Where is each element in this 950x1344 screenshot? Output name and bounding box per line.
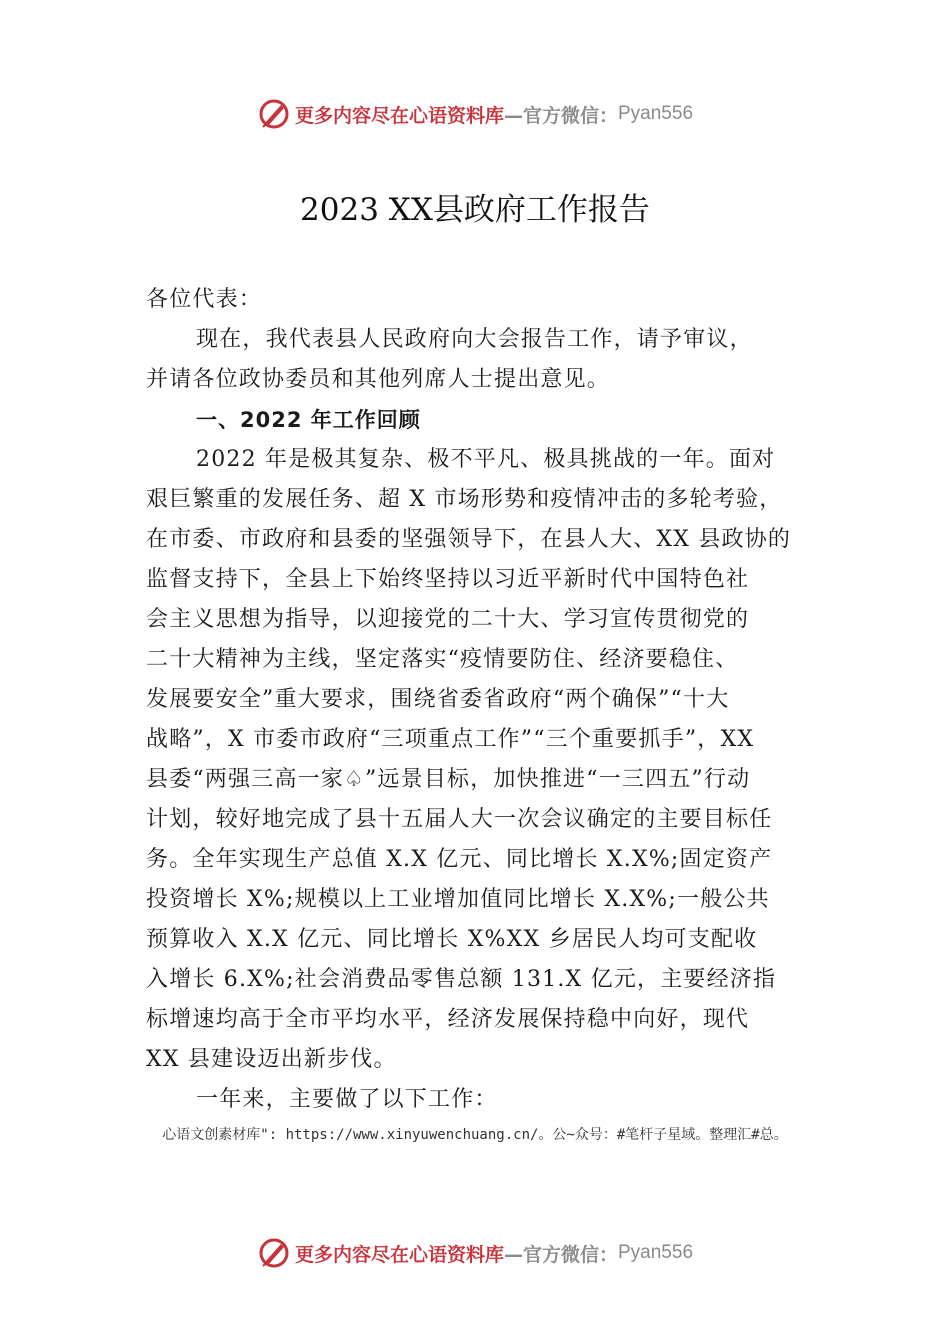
body-line: 会主义思想为指导，以迎接党的二十大、学习宣传贯彻党的 bbox=[146, 607, 750, 632]
body-line: 计划，较好地完成了县十五届人大一次会议确定的主要目标任 bbox=[146, 807, 773, 832]
body-line: 2022 年是极其复杂、极不平凡、极具挑战的一年。面对 bbox=[196, 447, 776, 472]
watermark-grey-text: —官方微信： bbox=[503, 104, 618, 127]
document-title: 2023 XX县政府工作报告 bbox=[300, 192, 650, 228]
document-body bbox=[146, 280, 826, 1120]
body-line: 预算收入 X.X 亿元、同比增长 X%XX 乡居民人均可支配收 bbox=[146, 927, 758, 952]
body-line: 战略”，X 市委市政府“三项重点工作”“三个重要抓手”，XX bbox=[146, 727, 755, 752]
body-line: 务。全年实现生产总值 X.X 亿元、同比增长 X.X%;固定资产 bbox=[146, 847, 773, 872]
salutation: 各位代表： bbox=[146, 287, 263, 312]
body-line: 投资增长 X%;规模以上工业增加值同比增长 X.X%;一般公共 bbox=[146, 887, 770, 912]
body-line: 发展要安全”重大要求，围绕省委省政府“两个确保”“十大 bbox=[146, 687, 730, 712]
watermark-footer bbox=[0, 1233, 950, 1273]
body-line: 艰巨繁重的发展任务、超 X 市场形势和疫情冲击的多轮考验， bbox=[146, 487, 783, 512]
watermark-header bbox=[0, 94, 950, 134]
pen-logo-icon bbox=[257, 1236, 291, 1270]
body-line: 一年来，主要做了以下工作： bbox=[196, 1087, 498, 1112]
body-line: 标增速均高于全市平均水平，经济发展保持稳中向好，现代 bbox=[146, 1007, 750, 1032]
watermark-wechat-id: Pyan556 bbox=[618, 103, 694, 124]
body-line: 入增长 6.X%;社会消费品零售总额 131.X 亿元，主要经济指 bbox=[146, 967, 777, 992]
body-line: 县委“两强三高一家♤”远景目标，加快推进“一三四五”行动 bbox=[146, 767, 751, 792]
watermark-wechat-id: Pyan556 bbox=[618, 1242, 694, 1263]
watermark-red-text: 更多内容尽在心语资料库 bbox=[294, 104, 504, 127]
body-line: XX 县建设迈出新步伐。 bbox=[146, 1047, 397, 1072]
body-line: 现在，我代表县人民政府向大会报告工作，请予审议， bbox=[196, 327, 753, 352]
section-heading: 一、2022 年工作回顾 bbox=[196, 408, 421, 432]
body-line: 并请各位政协委员和其他列席人士提出意见。 bbox=[146, 367, 611, 392]
footer-note: 心语文创素材库": https://www.xinyuwenchuang.cn/。公~众号：#笔杆子星域。整理汇#总。 bbox=[162, 1127, 788, 1143]
body-line: 二十大精神为主线，坚定落实“疫情要防住、经济要稳住、 bbox=[146, 647, 739, 672]
pen-logo-icon bbox=[257, 97, 291, 131]
watermark-grey-text: —官方微信： bbox=[503, 1243, 618, 1266]
watermark-red-text: 更多内容尽在心语资料库 bbox=[294, 1243, 504, 1266]
body-line: 监督支持下，全县上下始终坚持以习近平新时代中国特色社 bbox=[146, 567, 750, 592]
body-line: 在市委、市政府和县委的坚强领导下，在县人大、XX 县政协的 bbox=[146, 527, 792, 552]
